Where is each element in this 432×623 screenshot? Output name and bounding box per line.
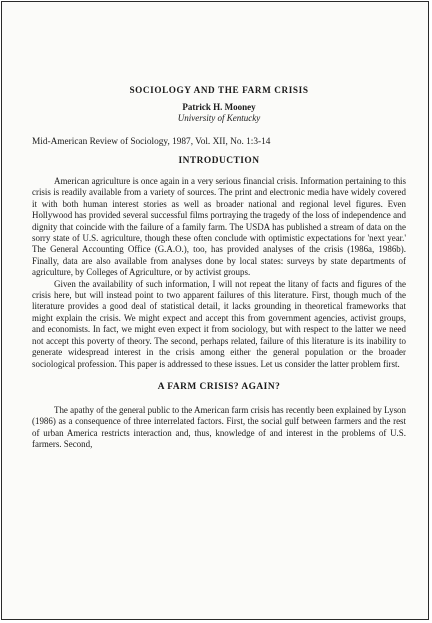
article-title: SOCIOLOGY AND THE FARM CRISIS (129, 85, 309, 95)
section-heading-introduction: INTRODUCTION (178, 156, 260, 166)
author-name: Patrick H. Mooney (182, 102, 256, 112)
article-page (32, 84, 406, 451)
scanned-page (1, 1, 429, 620)
author-affiliation: University of Kentucky (177, 113, 261, 123)
farm-crisis-paragraph-1: The apathy of the general public to the American farm crisis has recently been explained by Lyson (1986) as a consequence of three interrelated factors. First, the social gulf between farmers and the rest of urban America restricts interaction and, thus, knowledge of and interest in the problems of U.S. farmers. Second, (32, 404, 406, 450)
introduction-paragraph-1: American agriculture is once again in a very serious financial crisis. Information pertaining to this crisis is readily available from a variety of sources. The print and electronic media have widely covered it with both human interest stories as well as broader national and regional level figures. Even Hollywood has provided several successful films portraying the tragedy of the loss of independence and dignity that coincide with the failure of a family farm. The USDA has published a stream of data on the sorry state of U.S. agriculture, though these often conclude with optimistic expectations for 'next year.' The General Accounting Office (G.A.O.), too, has provided analyses of the crisis (1986a, 1986b). Finally, data are also available from analyses done by local states: surveys by state departments of agriculture, by Colleges of Agriculture, or by activist groups. (32, 176, 406, 278)
introduction-paragraph-2: Given the availability of such information, I will not repeat the litany of facts and figures of the crisis here, but will instead point to two apparent failures of this literature. First, though much of the literature provides a good deal of statistical detail, it lacks grounding in theoretical frameworks that might explain the crisis. We might expect and accept this from government agencies, activist groups, and economists. In fact, we might even expect it from sociology, but with respect to the latter we need not accept this poverty of theory. The second, perhaps related, failure of this literature is its inability to generate widespread interest in the crisis among either the general population or the broader sociological profession. This paper is addressed to these issues. Let us consider the latter problem first. (32, 278, 406, 369)
section-heading-farm-crisis: A FARM CRISIS? AGAIN? (157, 381, 281, 392)
journal-citation: Mid-American Review of Sociology, 1987, Vol. XII, No. 1:3-14 (32, 137, 271, 147)
